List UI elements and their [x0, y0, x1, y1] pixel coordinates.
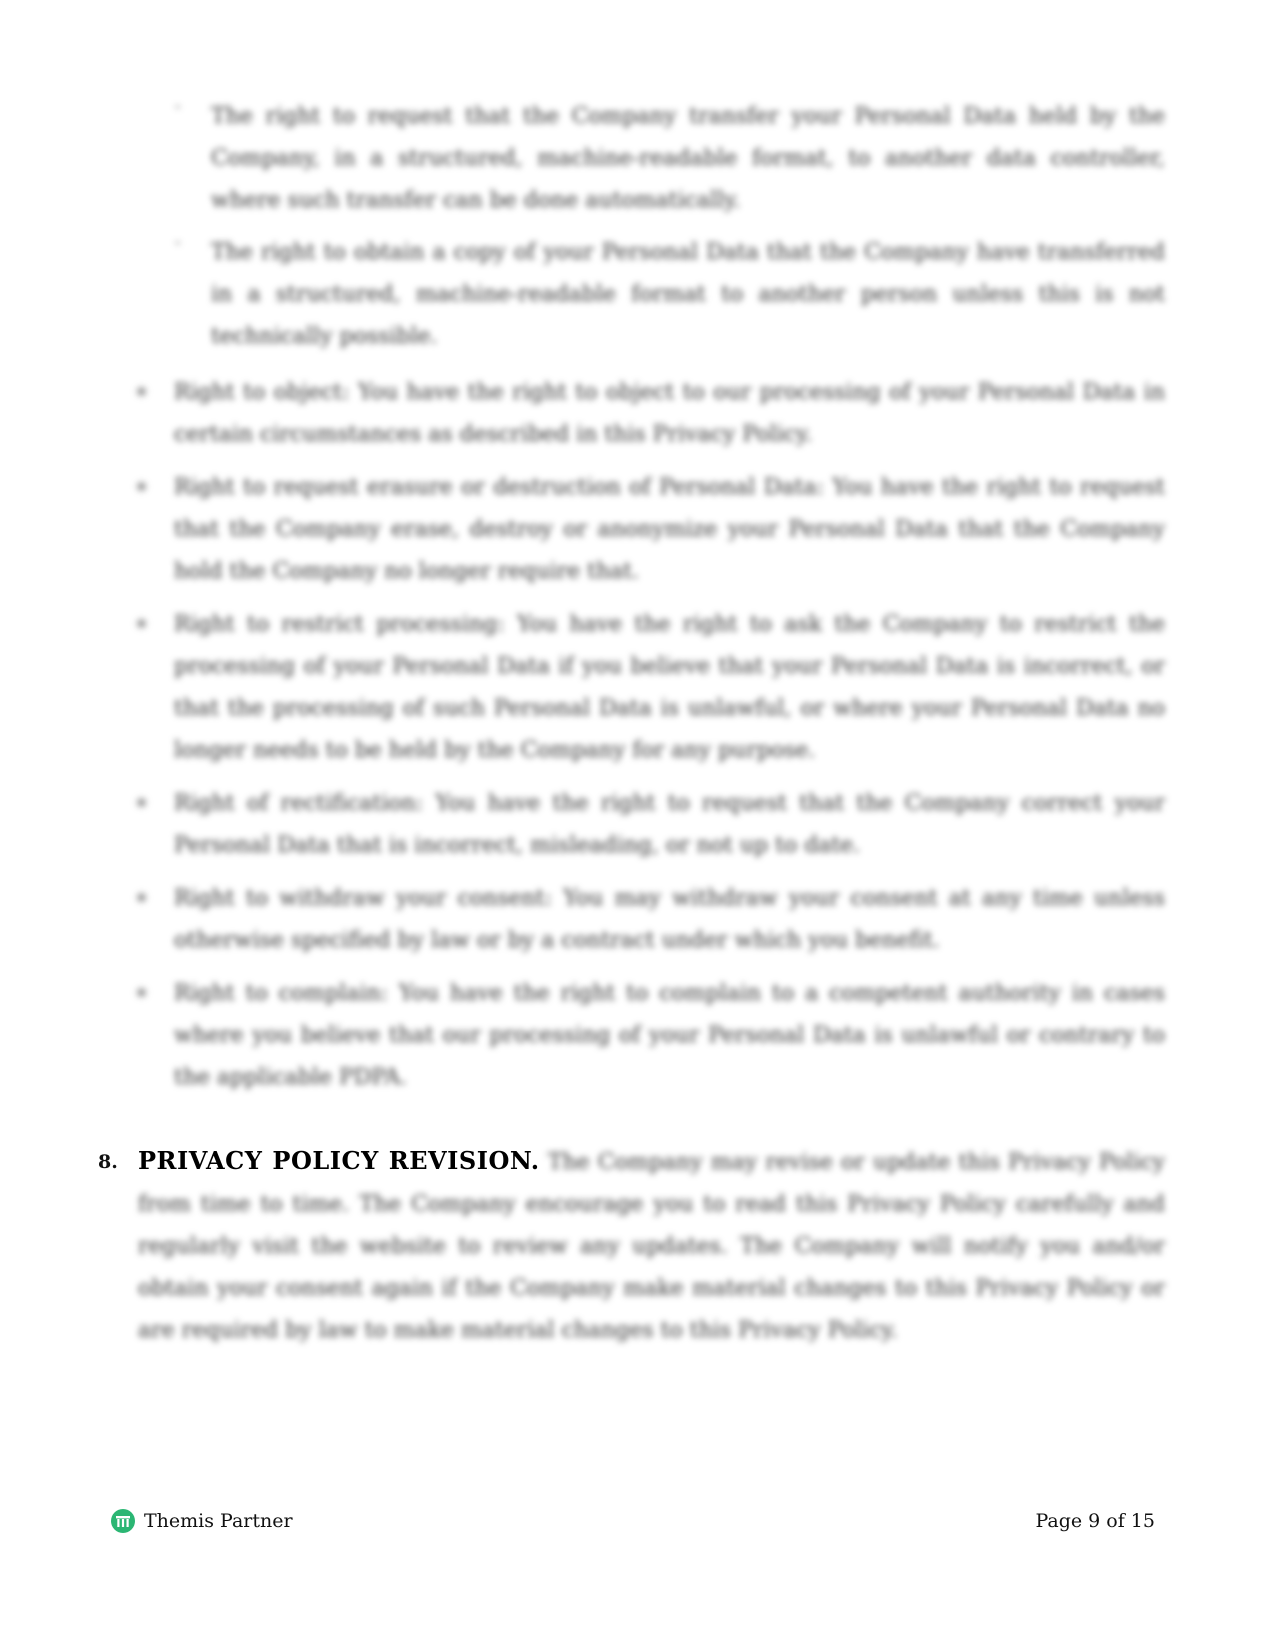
brand — [110, 1508, 293, 1534]
list-item — [175, 96, 1165, 222]
list-item — [134, 372, 1165, 456]
rights-list — [134, 372, 1165, 1110]
list-item-text: The right to request that the Company transfer your Personal Data held by the Company, in a structured, machine-readable format, to another data controller, where such transfer can be done automatically. — [211, 104, 1165, 213]
bullet-dot — [138, 620, 145, 627]
dash-marker: - — [175, 96, 181, 115]
list-item — [134, 973, 1165, 1099]
bullet-dot — [138, 483, 145, 490]
section-body — [138, 1140, 1165, 1352]
page-number: Page 9 of 15 — [1035, 1510, 1155, 1532]
section-heading: PRIVACY POLICY REVISION. — [138, 1146, 540, 1175]
list-item-text: The right to obtain a copy of your Personal Data that the Company have transferred in a structured, machine-readable format to another person unless this is not technically possible. — [211, 240, 1165, 349]
list-item — [134, 467, 1165, 593]
list-item-text: Right to withdraw your consent: You may withdraw your consent at any time unless otherwise specified by law or by a contract under which you benefit. — [174, 886, 1165, 953]
list-item-text: Right to complain: You have the right to complain to a competent authority in cases where you believe that our processing of your Personal Data is unlawful or contrary to the applicable PDPA. — [174, 981, 1165, 1090]
list-item — [134, 878, 1165, 962]
dash-marker: - — [175, 232, 181, 251]
themis-logo-icon — [110, 1508, 136, 1534]
bullet-dot — [138, 388, 145, 395]
sub-list — [175, 96, 1165, 368]
list-item-text: Right to request erasure or destruction of Personal Data: You have the right to request that the Company erase, destroy or anonymize your Personal Data that the Company hold the Company no longer require that. — [174, 475, 1165, 584]
list-item-text: Right to restrict processing: You have the right to ask the Company to restrict the processing of your Personal Data if you believe that your Personal Data is incorrect, or that the processing of such Personal Data is unlawful, or where your Personal Data no longer needs to be held by the Company for any purpose. — [174, 612, 1165, 763]
list-item — [175, 232, 1165, 358]
list-item — [134, 783, 1165, 867]
list-item-text: Right of rectification: You have the right to request that the Company correct your Personal Data that is incorrect, misleading, or not up to date. — [174, 791, 1165, 858]
bullet-dot — [138, 799, 145, 806]
section-number: 8. — [98, 1151, 118, 1173]
bullet-dot — [138, 989, 145, 996]
list-item — [134, 604, 1165, 772]
bullet-dot — [138, 894, 145, 901]
brand-name: Themis Partner — [144, 1510, 293, 1532]
section-privacy-policy-revision — [98, 1140, 1165, 1352]
page-footer — [110, 1508, 1155, 1542]
list-item-text: Right to object: You have the right to object to our processing of your Personal Data in certain circumstances as described in this Privacy Policy. — [174, 380, 1165, 447]
section-text: The Company may revise or update this Privacy Policy from time to time. The Company encourage you to read this Privacy Policy carefully and regularly visit the website to review any updates. The Company will notify you and/or obtain your consent again if the Company make material changes to this Privacy Policy or are required by law to make material changes to this Privacy Policy. — [138, 1150, 1165, 1343]
